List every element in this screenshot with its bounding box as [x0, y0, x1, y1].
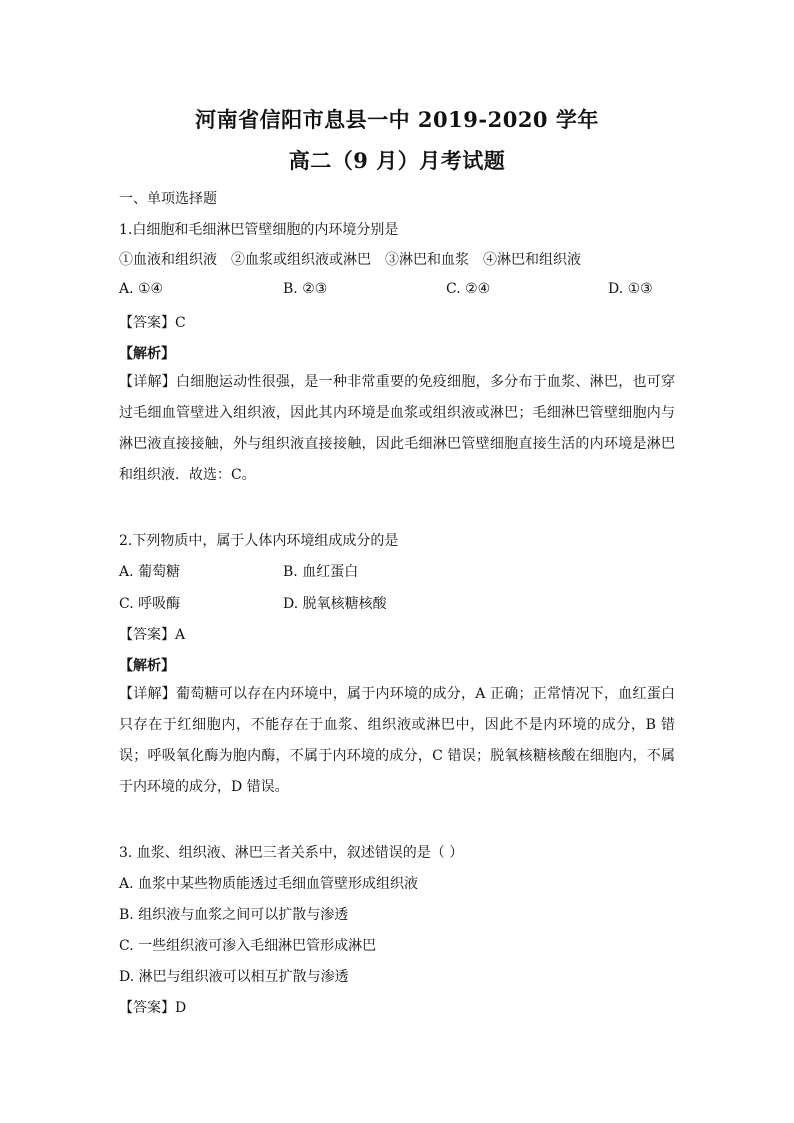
q2-analysis-label: 【解析】: [119, 658, 175, 674]
q2-option-b: B. 血红蛋白: [283, 564, 359, 580]
q1-items: ①血液和组织液 ②血浆或组织液或淋巴 ③淋巴和血浆 ④淋巴和组织液: [119, 252, 581, 268]
doc-title-line2: 高二（9 月）月考试题: [288, 148, 506, 173]
q1-option-d: D. ①③: [608, 281, 653, 297]
q3-stem: 3. 血浆、组织液、淋巴三者关系中，叙述错误的是（ ）: [119, 845, 464, 861]
doc-title-line1: 河南省信阳市息县一中 2019-2020 学年: [195, 107, 599, 132]
q2-option-c: C. 呼吸酶: [119, 596, 181, 612]
q1-option-a: A. ①④: [119, 281, 164, 297]
q3-option-d: D. 淋巴与组织液可以相互扩散与渗透: [119, 969, 349, 985]
q2-stem: 2.下列物质中，属于人体内环境组成成分的是: [119, 533, 399, 549]
q2-detail: 【详解】葡萄糖可以存在内环境中，属于内环境的成分，A 正确；正常情况下，血红蛋白只存在于红细胞内，不能存在于血浆、组织液或淋巴中，因此不是内环境的成分，B 错误；呼吸氧化酶为胞内酶，不属于内环境的成分，C 错误；脱氧核糖核酸在细胞内，不属于内环境的成分，D 错误。: [119, 686, 675, 795]
q3-answer: 【答案】D: [119, 1000, 187, 1016]
q1-answer: 【答案】C: [119, 315, 186, 331]
q1-detail: 【详解】白细胞运动性很强，是一种非常重要的免疫细胞，多分布于血浆、淋巴，也可穿过毛细血管壁进入组织液，因此其内环境是血浆或组织液或淋巴；毛细淋巴管壁细胞内与淋巴液直接接触，外与组织液直接接触，因此毛细淋巴管壁细胞直接生活的内环境是淋巴和组织液．故选：C。: [119, 374, 675, 483]
q3-option-a: A. 血浆中某些物质能透过毛细血管壁形成组织液: [119, 876, 419, 892]
q3-option-b: B. 组织液与血浆之间可以扩散与渗透: [119, 907, 349, 923]
q2-option-d: D. 脱氧核糖核酸: [283, 596, 387, 612]
q1-option-c: C. ②④: [446, 281, 491, 297]
q3-option-c: C. 一些组织液可渗入毛细淋巴管形成淋巴: [119, 938, 377, 954]
q2-answer: 【答案】A: [119, 627, 186, 643]
section-heading: 一、单项选择题: [119, 191, 217, 207]
q1-analysis-label: 【解析】: [119, 346, 175, 362]
q1-stem: 1.白细胞和毛细淋巴管壁细胞的内环境分别是: [119, 222, 399, 238]
q1-option-b: B. ②③: [283, 281, 328, 297]
q2-option-a: A. 葡萄糖: [119, 564, 181, 580]
